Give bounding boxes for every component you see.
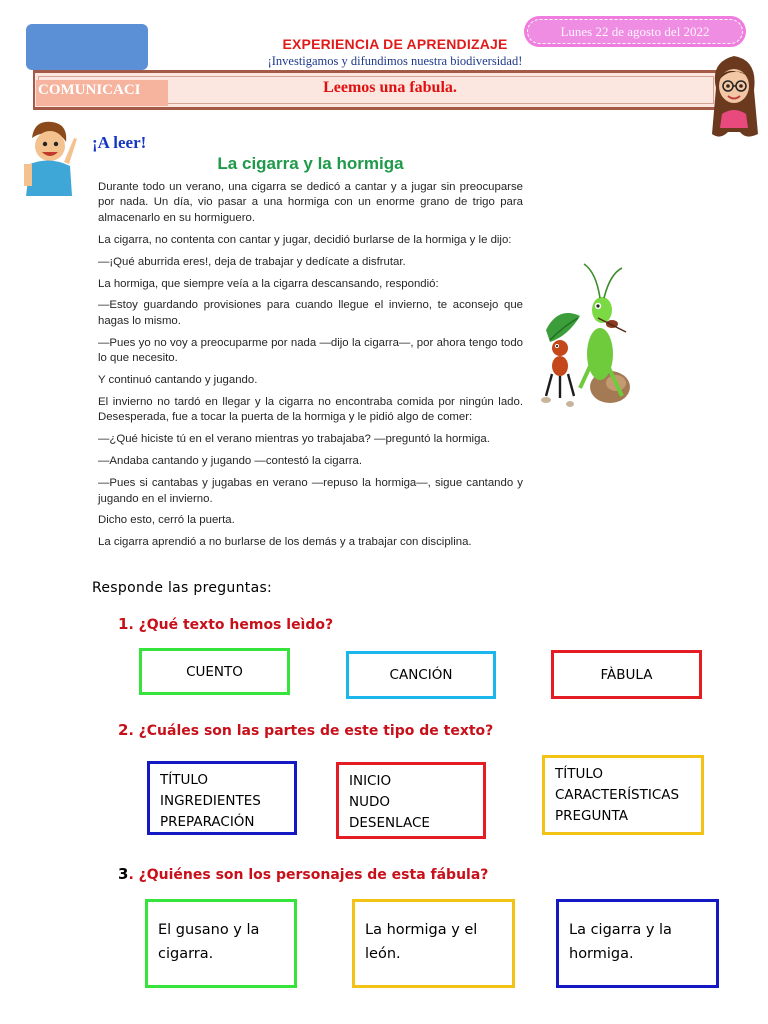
questions-instruction: Responde las preguntas: xyxy=(92,580,273,596)
story-paragraph: —Andaba cantando y jugando —contestó la cigarra. xyxy=(98,455,363,468)
answer-option[interactable] xyxy=(145,899,297,988)
answer-option-line: PREGUNTA xyxy=(555,808,628,824)
answer-option[interactable] xyxy=(147,761,297,835)
story-paragraph: Y continuó cantando y jugando. xyxy=(98,374,258,387)
answer-option-line: INGREDIENTES xyxy=(160,793,261,809)
date-badge xyxy=(524,16,746,47)
answer-option[interactable] xyxy=(336,762,486,839)
answer-option-line: TÍTULO xyxy=(555,766,604,782)
answer-option-line: El gusano y la xyxy=(158,922,260,938)
story-paragraph: El invierno no tardó en llegar y la cigarra no encontraba comida por ningún lado. Desesperada, fue a tocar la puerta de la hormiga y le pidió algo de comer: xyxy=(98,395,523,424)
area-tag: COMUNICACI xyxy=(36,80,168,106)
question-number: 3 xyxy=(118,865,129,883)
answer-option-line: TÍTULO xyxy=(160,772,209,788)
answer-option-line: La hormiga y el xyxy=(365,922,478,938)
school-logo-placeholder xyxy=(26,24,148,70)
answer-option[interactable] xyxy=(556,899,719,988)
question-2 xyxy=(118,721,493,739)
answer-option-line: INICIO xyxy=(349,773,392,789)
story-title: La cigarra y la hormiga xyxy=(217,154,404,173)
answer-option-label: FÀBULA xyxy=(600,666,653,683)
story-paragraph: La cigarra, no contenta con cantar y jugar, decidió burlarse de la hormiga y le dijo: xyxy=(98,233,512,246)
story-paragraph: —¿Qué hiciste tú en el verano mientras yo trabajaba? —preguntó la hormiga. xyxy=(98,433,490,446)
answer-option-line: PREPARACIÓN xyxy=(160,814,255,830)
teacher-avatar-icon xyxy=(706,50,762,140)
question-text: . ¿Cuáles son las partes de este tipo de texto? xyxy=(128,723,494,739)
story-paragraph: —Pues yo no voy a preocuparme por nada —dijo la cigarra—, por ahora tengo todo lo que necesito. xyxy=(98,336,523,365)
experience-title: EXPERIENCIA DE APRENDIZAJE xyxy=(282,36,508,52)
answer-option-line: cigarra. xyxy=(158,946,214,962)
question-1 xyxy=(118,615,333,633)
story-text xyxy=(98,180,523,557)
answer-option-line: león. xyxy=(365,946,401,962)
answer-option-line: CARACTERÍSTICAS xyxy=(555,787,680,803)
question-text: . ¿Quiénes son los personajes de esta fábula? xyxy=(128,867,489,883)
answer-option-line: NUDO xyxy=(349,794,391,810)
answer-option[interactable] xyxy=(139,648,290,695)
answer-option-line: La cigarra y la xyxy=(569,922,672,938)
question-number: 2 xyxy=(118,721,129,739)
boy-mascot-icon xyxy=(20,116,78,196)
answer-option[interactable] xyxy=(352,899,515,988)
question-3 xyxy=(118,865,488,883)
story-paragraph: La cigarra aprendió a no burlarse de los demás y a trabajar con disciplina. xyxy=(98,536,472,549)
lesson-title: Leemos una fabula. xyxy=(323,79,457,96)
answer-option-line: DESENLACE xyxy=(349,815,430,831)
story-paragraph: —¡Qué aburrida eres!, deja de trabajar y dedícate a disfrutar. xyxy=(98,255,406,268)
answer-option-label: CUENTO xyxy=(186,663,243,680)
story-paragraph: La hormiga, que siempre veía a la cigarra descansando, respondió: xyxy=(98,277,439,290)
story-paragraph: —Pues si cantabas y jugabas en verano —repuso la hormiga—, sigue cantando y jugando en el invierno. xyxy=(98,477,523,505)
story-paragraph: Durante todo un verano, una cigarra se dedicó a cantar y a jugar sin preocuparse por nada. Un día, vio pasar a una hormiga con un enorme grano de trigo para almacenarlo en su hormiguero. xyxy=(98,181,523,224)
answer-option[interactable] xyxy=(346,651,496,699)
reading-intro: ¡A leer! xyxy=(92,133,147,152)
answer-option-label: CANCIÓN xyxy=(389,667,453,683)
question-number: 1 xyxy=(118,615,129,633)
answer-option-line: hormiga. xyxy=(569,946,634,962)
cricket-and-ant-illustration xyxy=(540,262,630,414)
story-paragraph: Dicho esto, cerró la puerta. xyxy=(98,514,235,527)
date-text: Lunes 22 de agosto del 2022 xyxy=(527,19,743,44)
question-text: . ¿Qué texto hemos leìdo? xyxy=(128,617,334,633)
experience-subtitle: ¡Investigamos y difundimos nuestra biodiversidad! xyxy=(267,54,523,68)
answer-option[interactable] xyxy=(551,650,702,699)
answer-option[interactable] xyxy=(542,755,704,835)
story-paragraph: —Estoy guardando provisiones para cuando llegue el invierno, te aconsejo que hagas lo mismo. xyxy=(98,299,523,327)
